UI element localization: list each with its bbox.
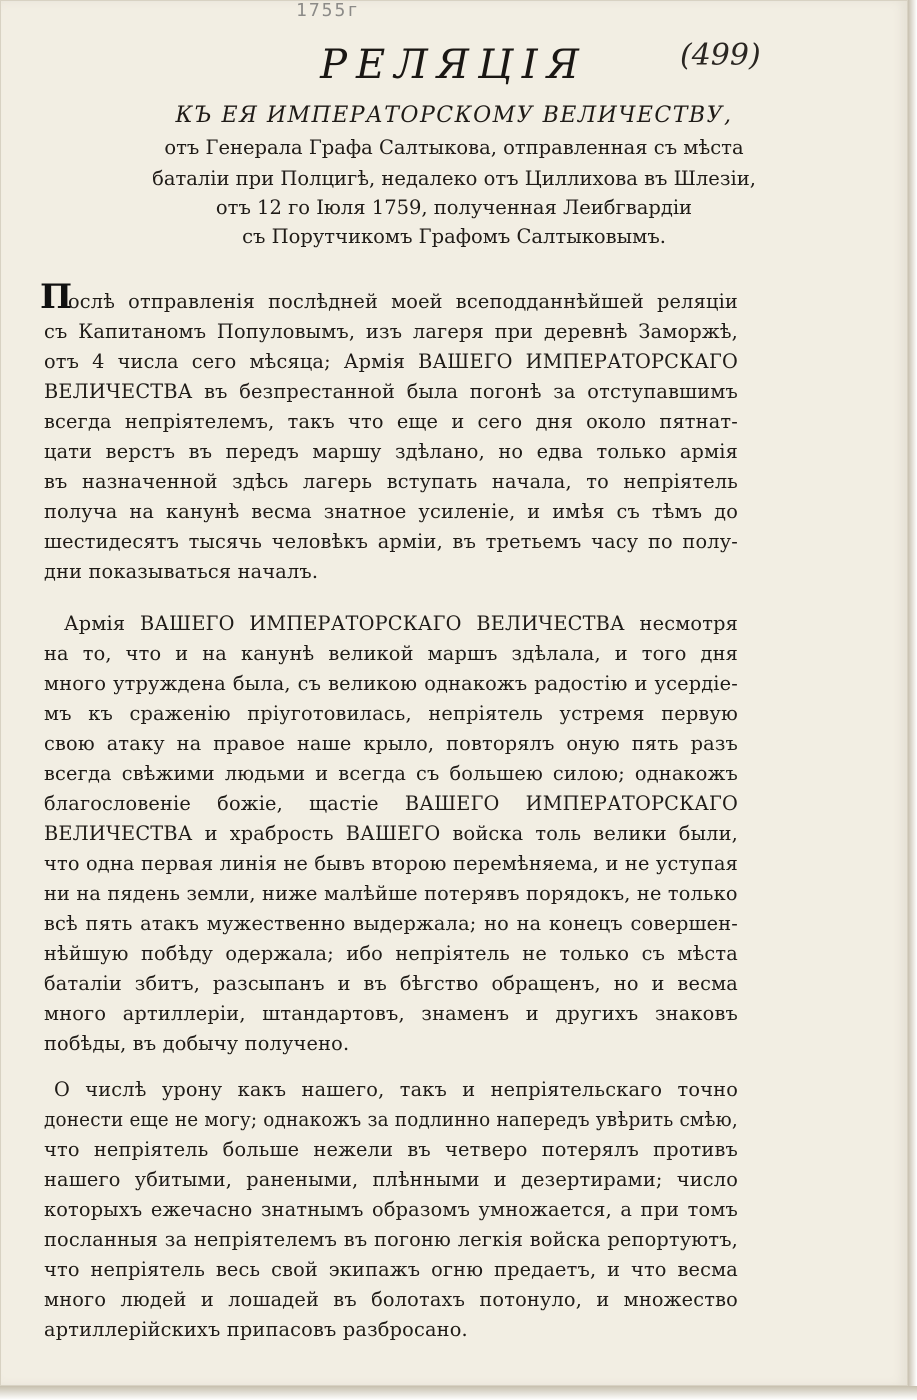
paragraph-line: донести еще не могу; однакожъ за подлинно напередъ увѣрить смѣю, (44, 1108, 738, 1131)
paragraph-line: Армія ВАШЕГО ИМПЕРАТОРСКАГО ВЕЛИЧЕСТВА несмотря (64, 612, 738, 635)
paragraph-line: мъ къ сраженію пріуготовилась, непріятель устремя первую (44, 702, 738, 725)
paragraph-line: которыхъ ежечасно знатнымъ образомъ умножается, а при томъ (44, 1198, 738, 1221)
page-edge-bottom (0, 1386, 917, 1400)
paragraph-line: много утруждена была, съ великою однакожъ радостію и усердіе- (44, 672, 738, 695)
paragraph-line: нашего убитыми, ранеными, плѣнными и дезертирами; число (44, 1168, 738, 1191)
paragraph-line: въ назначенной здѣсь лагерь вступать начала, то непріятель (44, 470, 738, 493)
paragraph-line: всѣ пять атакъ мужественно выдержала; но на конецъ совершен- (44, 912, 738, 935)
archive-stamp: 1755г (296, 0, 361, 21)
paragraph-line: съ Капитаномъ Популовымъ, изъ лагеря при деревнѣ Заморжѣ, (44, 320, 738, 343)
paragraph-line: побѣды, въ добычу получено. (44, 1032, 350, 1055)
header-line: отъ 12 го Іюля 1759, полученная Леибгвардіи (215, 196, 693, 219)
paragraph-line: нѣйшую побѣду одержала; ибо непріятель не только съ мѣста (44, 942, 738, 965)
paragraph-line: посланныя за непріятелемъ въ погоню легкія войска репортуютъ, (44, 1228, 738, 1251)
header-line: КЪ ЕЯ ИМПЕРАТОРСКОМУ ВЕЛИЧЕСТВУ, (175, 103, 733, 128)
paragraph-line: ослѣ отправленія послѣдней моей всеподданнѣйшей реляціи (68, 290, 738, 313)
paragraph-line: всегда непріятелемъ, такъ что еще и сего дня около пятнат- (44, 410, 738, 433)
paragraph-line: что непріятель больше нежели въ четверо потерялъ противъ (44, 1138, 738, 1161)
paragraph-line: О числѣ урону какъ нашего, такъ и непріятельскаго точно (54, 1078, 738, 1101)
paragraph-line: много людей и лошадей въ болотахъ потонуло, и множество (44, 1288, 738, 1311)
paragraph-line: ВЕЛИЧЕСТВА въ безпрестанной была погонѣ за отступавшимъ (44, 380, 738, 403)
page-edge-right (908, 0, 917, 1386)
paragraph-line: всегда свѣжими людьми и всегда съ большею силою; однакожъ (44, 762, 738, 785)
paragraph-line: отъ 4 числа сего мѣсяца; Армія ВАШЕГО ИМПЕРАТОРСКАГО (44, 350, 738, 373)
paragraph-line: много артиллеріи, штандартовъ, знаменъ и другихъ знаковъ (44, 1002, 738, 1025)
paragraph-line: баталіи збитъ, разсыпанъ и въ бѣгство обращенъ, но и весма (44, 972, 738, 995)
paragraph-line: получа на канунѣ весма знатное усиленіе, и имѣя съ тѣмъ до (44, 500, 738, 523)
header-line: отъ Генерала Графа Салтыкова, отправленная съ мѣста (164, 136, 744, 159)
document-title: РЕЛЯЦІЯ (320, 42, 588, 88)
paragraph-line: артиллерійскихъ припасовъ разбросано. (44, 1318, 468, 1341)
paragraph-line: благословеніе божіе, щастіе ВАШЕГО ИМПЕРАТОРСКАГО (44, 792, 738, 815)
paragraph-line: ни на пядень земли, ниже малѣйше потерявъ порядокъ, не только (44, 882, 738, 905)
paragraph-line: дни показываться началъ. (44, 560, 319, 583)
header-line: съ Порутчикомъ Графомъ Салтыковымъ. (242, 225, 666, 248)
drop-initial: П (40, 277, 73, 317)
header-line: баталіи при Полцигѣ, недалеко отъ Циллихова въ Шлезіи, (152, 167, 756, 190)
paragraph-line: ВЕЛИЧЕСТВА и храбрость ВАШЕГО войска толь велики были, (44, 822, 738, 845)
paragraph-line: свою атаку на правое наше крыло, повторялъ оную пять разъ (44, 732, 738, 755)
paragraph-line: цати верстъ въ передъ маршу здѣлано, но едва только армія (44, 440, 738, 463)
folio-number: (499) (680, 38, 761, 73)
paragraph-line: что одна первая линія не бывъ второю перемѣняема, и не уступая (44, 852, 738, 875)
paragraph-line: на то, что и на канунѣ великой маршъ здѣлала, и того дня (44, 642, 738, 665)
paragraph-line: что непріятель весь свой экипажъ огню предаетъ, и что весма (44, 1258, 738, 1281)
paragraph-line: шестидесятъ тысячь человѣкъ арміи, въ третьемъ часу по полу- (44, 530, 738, 553)
